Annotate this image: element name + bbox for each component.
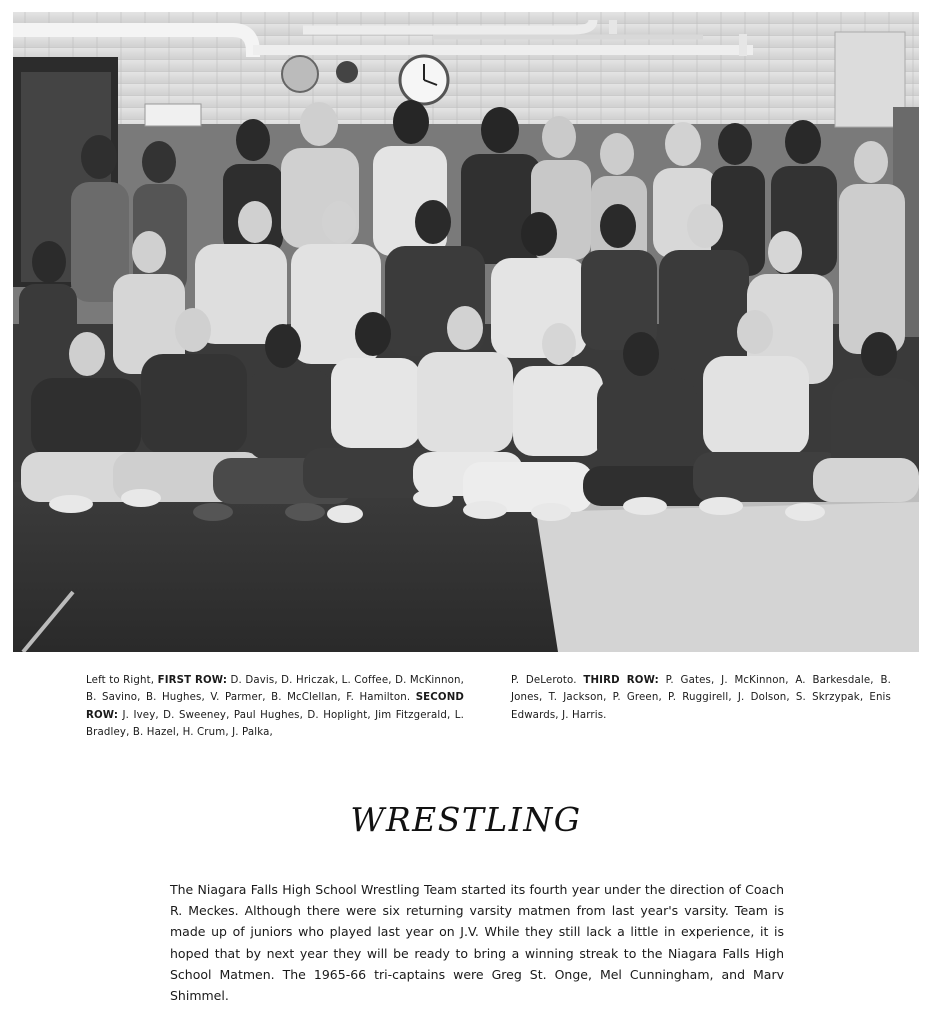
second-row-names-cont: P. DeLeroto.: [511, 675, 577, 686]
third-row-names: P. Gates, J. McKinnon, A. Barkesdale, B. Jones, T. Jackson, P. Green, P. Ruggirell, J. Dolson, S. Skrzypak, Enis Edwards, J. Harris.: [511, 675, 891, 721]
third-row-label: THIRD ROW:: [583, 675, 659, 686]
photo-caption-left: [86, 672, 464, 741]
first-row-names: D. Davis, D. Hriczak, L. Coffee, D. McKinnon, B. Savino, B. Hughes, V. Parmer, B. McClellan, F. Hamilton.: [86, 675, 465, 704]
first-row-label: FIRST ROW:: [157, 675, 228, 686]
second-row-names: J. Ivey, D. Sweeney, Paul Hughes, D. Hoplight, Jim Fitzgerald, L. Bradley, B. Hazel, H. Crum, J. Palka,: [86, 709, 464, 738]
page-title: WRESTLING: [350, 800, 582, 839]
second-row-label: SECOND ROW:: [86, 692, 465, 721]
caption-intro: Left to Right,: [86, 675, 155, 686]
body-paragraph: The Niagara Falls High School Wrestling Team started its fourth year under the direction of Coach R. Meckes. Although there were six returning varsity matmen from last year's varsity. Team is made up of juniors who played last year on J.V. While they still lack a little in experience, it is hoped that by next year they will be ready to bring a winning streak to the Niagara Falls High School Matmen. The 1965-66 tri-captains were Greg St. Onge, Mel Cunningham, and Marv Shimmel.: [170, 882, 784, 1004]
team-photo: [13, 12, 919, 652]
photo-caption-right: [511, 672, 891, 724]
team-photo-icon: [13, 12, 919, 652]
